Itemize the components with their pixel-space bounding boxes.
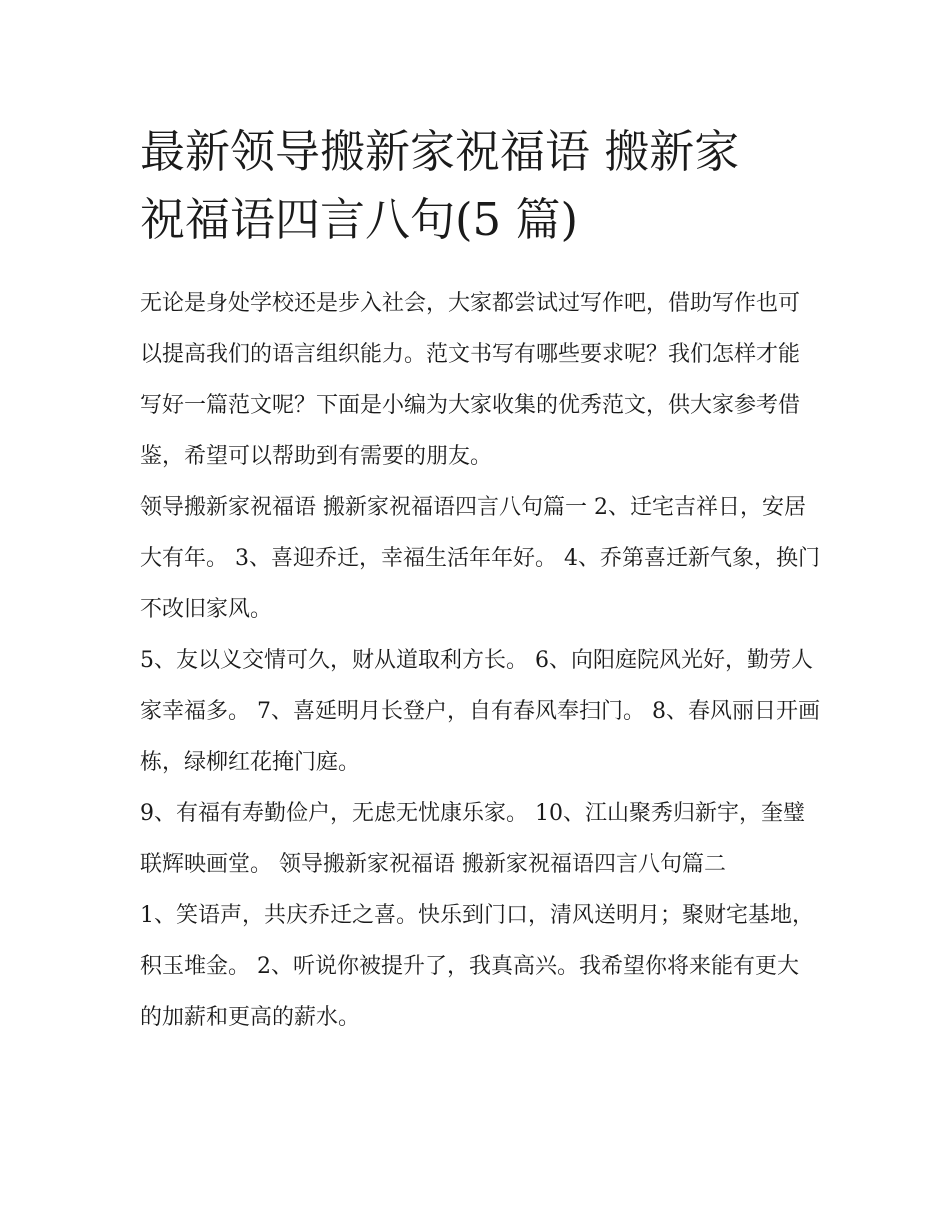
document-title bbox=[140, 118, 830, 254]
intro-paragraph: 无论是身处学校还是步入社会，大家都尝试过写作吧，借助写作也可以提高我们的语言组织能力。范文书写有哪些要求呢？我们怎样才能写好一篇范文呢？下面是小编为大家收集的优秀范文，供大家参考借鉴，希望可以帮助到有需要的朋友。 bbox=[140, 291, 801, 469]
title-line-2: 祝福语四言八句(5 篇) bbox=[140, 193, 579, 246]
paragraph-section-one: 领导搬新家祝福语 搬新家祝福语四言八句篇一 2、迁宅吉祥日，安居大有年。 3、喜迎乔迁，幸福生活年年好。 4、乔第喜迁新气象，换门不改旧家风。 bbox=[140, 495, 820, 622]
paragraph-items-9-10: 9、有福有寿勤俭户，无虑无忧康乐家。 10、江山聚秀归新宇，奎璧联辉映画堂。 领导搬新家祝福语 搬新家祝福语四言八句篇二 bbox=[140, 801, 805, 877]
document-body bbox=[140, 278, 820, 1043]
paragraph-items-5-8: 5、友以义交情可久，财从道取利方长。 6、向阳庭院风光好，勤劳人家幸福多。 7、喜延明月长登户，自有春风奉扫门。 8、春风丽日开画栋，绿柳红花掩门庭。 bbox=[140, 648, 820, 775]
paragraph-section-two: 1、笑语声，共庆乔迁之喜。快乐到门口，清风送明月；聚财宅基地，积玉堆金。 2、听说你被提升了，我真高兴。我希望你将来能有更大的加薪和更高的薪水。 bbox=[140, 903, 814, 1030]
title-line-1: 最新领导搬新家祝福语 搬新家 bbox=[140, 125, 740, 178]
